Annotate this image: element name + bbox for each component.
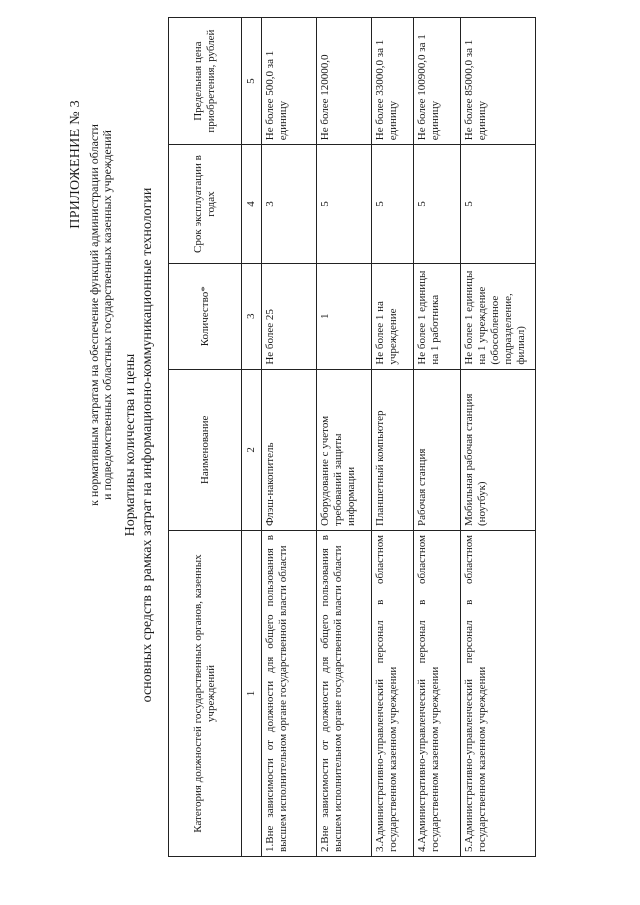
cell-category: 2.Вне зависимости от должности для общего пользования в высшем исполнительном органе государственной власти области bbox=[317, 531, 372, 857]
norms-table bbox=[168, 17, 536, 857]
cell-price: Не более 85000,0 за 1 единицу bbox=[461, 18, 536, 145]
heading-line-1: Нормативы количества и цены bbox=[123, 353, 138, 537]
cell-name: Оборудование с учетом требований защиты информации bbox=[317, 369, 372, 530]
column-header-category: Категория должностей государственных органов, казенных учреждений bbox=[169, 531, 242, 857]
table-row bbox=[414, 18, 461, 857]
heading-line-2: основных средств в рамках затрат на информационно-коммуникационные технологии bbox=[140, 187, 155, 703]
column-number: 2 bbox=[242, 369, 262, 530]
column-number: 1 bbox=[242, 531, 262, 857]
cell-term: 5 bbox=[372, 145, 414, 264]
cell-quantity: Не более 25 bbox=[262, 263, 317, 369]
cell-category: 5.Административно-управленческий персонал в областном государственном казенном учреждении bbox=[461, 531, 536, 857]
column-header-name: Наименование bbox=[169, 369, 242, 530]
cell-quantity: Не более 1 единицы на 1 учреждение (обособленное подразделение, филиал) bbox=[461, 263, 536, 369]
cell-name: Рабочая станция bbox=[414, 369, 461, 530]
cell-quantity: Не более 1 на учреждение bbox=[372, 263, 414, 369]
cell-price: Не более 120000,0 bbox=[317, 18, 372, 145]
cell-category: 1.Вне зависимости от должности для общего пользования в высшем исполнительном органе государственной власти области bbox=[262, 531, 317, 857]
cell-price: Не более 500,0 за 1 единицу bbox=[262, 18, 317, 145]
cell-name: Планшетный компьютер bbox=[372, 369, 414, 530]
table-row bbox=[262, 18, 317, 857]
cell-category: 3.Административно-управленческий персонал в областном государственном казенном учреждении bbox=[372, 531, 414, 857]
cell-price: Не более 33000,0 за 1 единицу bbox=[372, 18, 414, 145]
table-row bbox=[317, 18, 372, 857]
column-number-row bbox=[242, 18, 262, 857]
column-header-term: Срок эксплуатации в годах bbox=[169, 145, 242, 264]
cell-term: 5 bbox=[414, 145, 461, 264]
subtitle-line-2: и подведомственных областных государственных казенных учреждений bbox=[100, 130, 114, 500]
table-row bbox=[461, 18, 536, 857]
column-header-price: Предельная цена приобретения, рублей bbox=[169, 18, 242, 145]
cell-category: 4.Административно-управленческий персонал в областном государственном казенном учреждении bbox=[414, 531, 461, 857]
table-row bbox=[372, 18, 414, 857]
cell-term: 5 bbox=[317, 145, 372, 264]
appendix-subtitle bbox=[88, 55, 114, 575]
cell-price: Не более 100900,0 за 1 единицу bbox=[414, 18, 461, 145]
column-number: 5 bbox=[242, 18, 262, 145]
cell-term: 5 bbox=[461, 145, 536, 264]
table-header-row bbox=[169, 18, 242, 857]
subtitle-line-1: к нормативным затратам на обеспечение функций администрации области bbox=[87, 124, 101, 506]
cell-name: Флэш-накопитель bbox=[262, 369, 317, 530]
cell-quantity: Не более 1 единицы на 1 работника bbox=[414, 263, 461, 369]
cell-name: Мобильная рабочая станция (ноутбук) bbox=[461, 369, 536, 530]
cell-term: 3 bbox=[262, 145, 317, 264]
appendix-title: ПРИЛОЖЕНИЕ № 3 bbox=[68, 100, 83, 229]
column-number: 3 bbox=[242, 263, 262, 369]
column-number: 4 bbox=[242, 145, 262, 264]
column-header-quantity: Количество* bbox=[169, 263, 242, 369]
cell-quantity: 1 bbox=[317, 263, 372, 369]
document-heading bbox=[122, 165, 156, 725]
